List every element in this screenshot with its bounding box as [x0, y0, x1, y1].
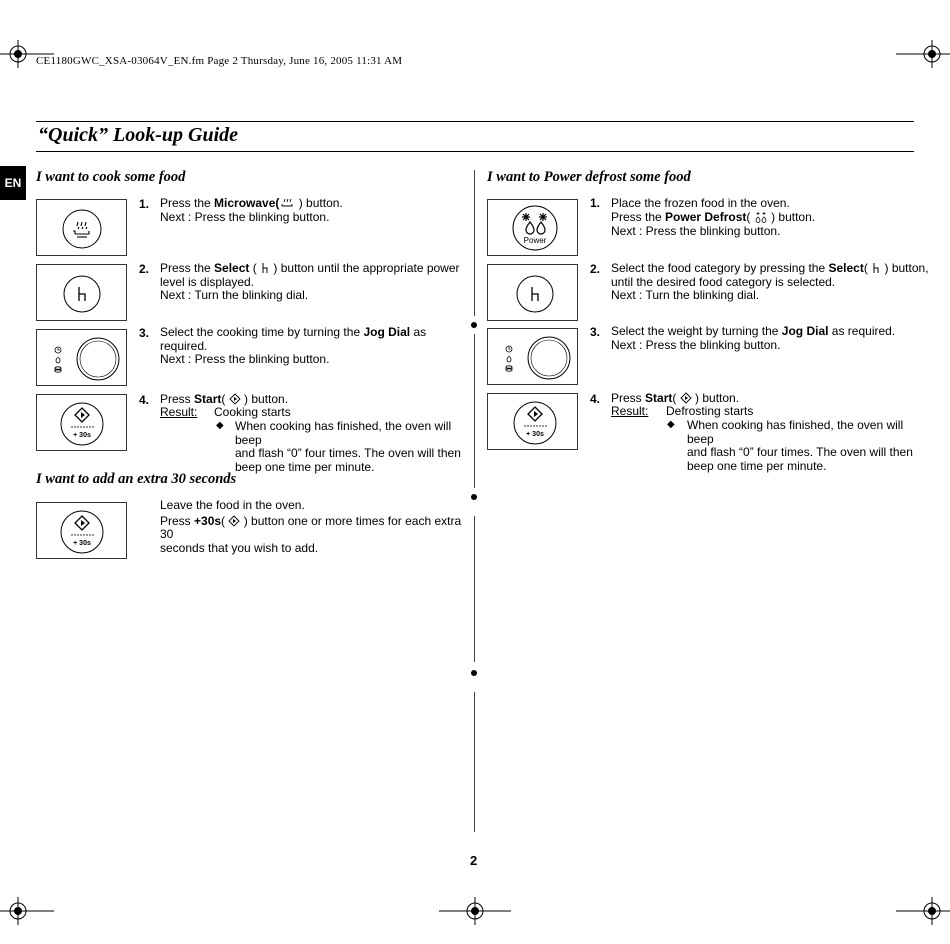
defrost-step-4-number: 4. — [590, 392, 601, 406]
power-defrost-button-panel — [487, 199, 578, 256]
jog-dial-icon — [488, 329, 579, 386]
cook-step-2-number: 2. — [139, 262, 150, 276]
microwave-icon — [37, 200, 128, 257]
cook-result-text: Cooking starts — [214, 405, 291, 419]
plus30-label: + 30s — [73, 432, 91, 439]
defrost-step-2-number: 2. — [590, 262, 601, 276]
defrost-step-1-text: Place the frozen food in the oven. Press the Power Defrost( ) button. Next : Press the blinking button. — [611, 196, 816, 238]
defrost-result-text: Defrosting starts — [666, 404, 754, 418]
cook-bullet-icon: ◆ — [216, 420, 224, 431]
defrost-step-3-text: Select the weight by turning the Jog Dial as required. Next : Press the blinking button. — [611, 324, 896, 352]
defrost-step-3-number: 3. — [590, 325, 601, 339]
defrost-bullet-text: When cooking has finished, the oven will beep and flash “0” four times. The oven will then beep one time per minute. — [687, 418, 913, 473]
start-inline-icon — [229, 393, 241, 405]
divider-dot — [471, 322, 477, 328]
microwave-button-panel — [36, 199, 127, 256]
defrost-step-2-text: Select the food category by pressing the Select( ) button, until the desired food category is selected. Next : Turn the blinking dial. — [611, 261, 929, 302]
plus30-label: + 30s — [73, 540, 91, 547]
defrost-result-label: Result: — [611, 404, 649, 418]
cook-step-1-number: 1. — [139, 197, 150, 211]
divider-dot — [471, 670, 477, 676]
plus30-button-panel — [36, 502, 127, 559]
cook-step-4-text: Press Start( ) button. — [160, 392, 289, 406]
jog-dial-panel — [36, 329, 127, 386]
start-plus30-icon — [37, 395, 128, 452]
cook-bullet-text: When cooking has finished, the oven will beep and flash “0” four times. The oven will then beep one time per minute. — [235, 419, 461, 474]
defrost-bullet-icon: ◆ — [667, 419, 675, 430]
file-info-line: CE1180GWC_XSA-03064V_EN.fm Page 2 Thursday, June 16, 2005 11:31 AM — [36, 55, 403, 67]
start-button-panel — [36, 394, 127, 451]
cook-step-4-number: 4. — [139, 393, 150, 407]
column-divider-1 — [474, 170, 475, 316]
column-divider-4 — [474, 692, 475, 832]
divider-dot — [471, 494, 477, 500]
select-button-panel-right — [487, 264, 578, 321]
power-label: Power — [523, 236, 547, 245]
select-inline-icon — [871, 262, 881, 274]
start-plus30-icon-2 — [37, 503, 128, 560]
select-button-panel — [36, 264, 127, 321]
language-tab: EN — [0, 166, 26, 200]
defrost-step-4-text: Press Start( ) button. — [611, 391, 740, 405]
jog-dial-icon — [37, 330, 128, 387]
extra-30s-heading: I want to add an extra 30 seconds — [36, 471, 237, 487]
cook-step-1-text: Press the Microwave( ) button. Next : Press the blinking button. — [160, 196, 343, 224]
start-inline-icon — [680, 392, 692, 404]
column-divider-2 — [474, 334, 475, 488]
select-icon — [488, 265, 579, 322]
defrost-heading: I want to Power defrost some food — [487, 169, 691, 185]
select-icon — [37, 265, 128, 322]
title-rule-bottom — [36, 151, 914, 152]
plus30-label: + 30s — [526, 431, 544, 438]
select-inline-icon — [260, 262, 270, 274]
defrost-step-1-number: 1. — [590, 196, 601, 210]
title-rule-top — [36, 121, 914, 122]
extra-30s-text: Leave the food in the oven. Press +30s( ) button one or more times for each extra 30 seconds that you wish to add. — [160, 498, 462, 555]
column-divider-3 — [474, 516, 475, 662]
cook-step-3-number: 3. — [139, 326, 150, 340]
page-title: “Quick” Look-up Guide — [38, 124, 238, 146]
start-button-panel-right — [487, 393, 578, 450]
power-defrost-icon — [488, 200, 579, 257]
microwave-inline-icon — [279, 197, 295, 209]
start-inline-icon — [228, 515, 240, 527]
cook-result-label: Result: — [160, 405, 198, 419]
cook-step-2-text: Press the Select ( ) button until the appropriate power level is displayed. Next : Turn the blinking dial. — [160, 261, 460, 302]
start-plus30-icon — [488, 394, 579, 451]
jog-dial-panel-right — [487, 328, 578, 385]
page-number: 2 — [470, 853, 478, 868]
cook-heading: I want to cook some food — [36, 169, 186, 185]
cook-step-3-text: Select the cooking time by turning the Jog Dial as required. Next : Press the blinking button. — [160, 325, 427, 366]
power-defrost-inline-icon — [754, 211, 768, 223]
